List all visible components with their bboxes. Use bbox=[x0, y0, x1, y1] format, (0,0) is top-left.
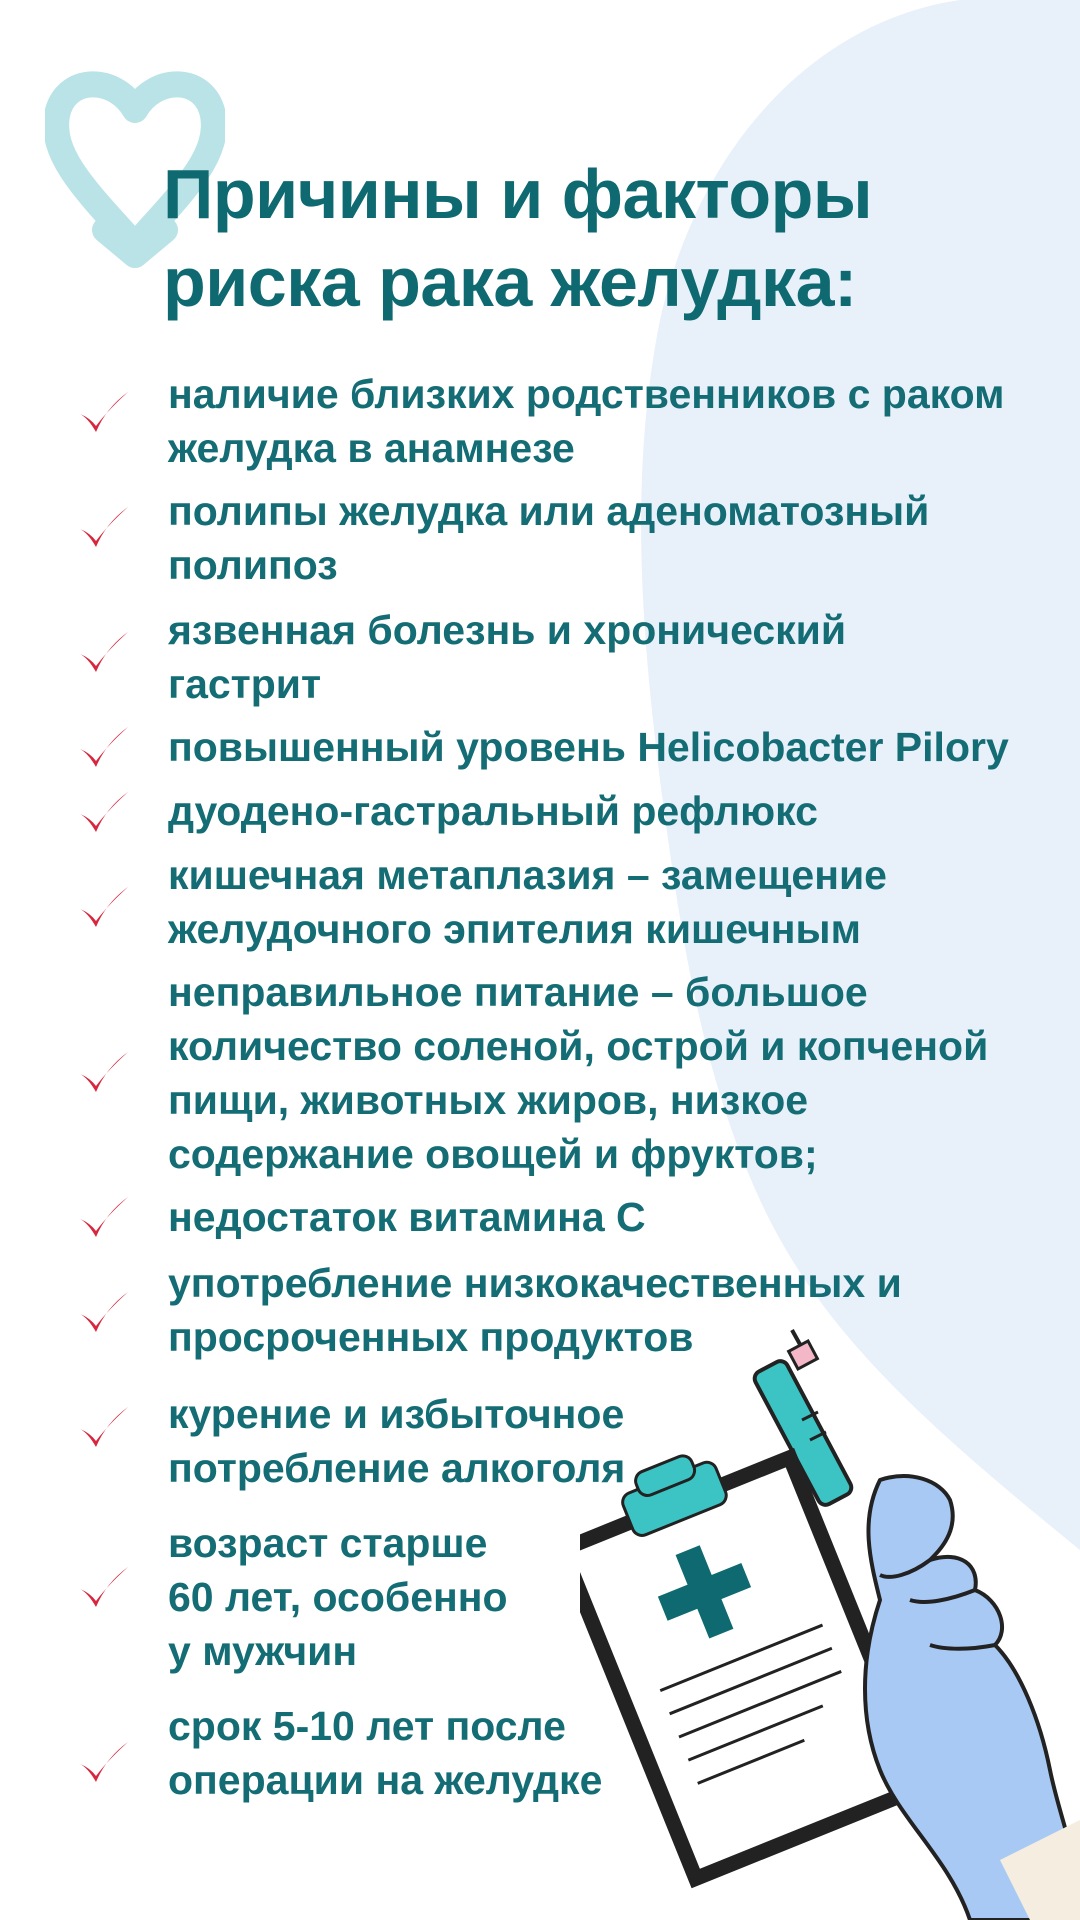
check-mark-icon bbox=[76, 1565, 130, 1611]
list-item-line: содержание овощей и фруктов; bbox=[168, 1131, 818, 1177]
list-item-line: потребление алкоголя bbox=[168, 1445, 626, 1491]
list-item-line: полипы желудка или аденоматозный bbox=[168, 488, 930, 534]
list-item-line: желудка в анамнезе bbox=[168, 425, 575, 471]
check-mark-icon bbox=[76, 725, 130, 771]
check-mark-icon bbox=[76, 630, 130, 676]
list-item-line: 60 лет, особенно bbox=[168, 1574, 508, 1620]
list-item-line: курение и избыточное bbox=[168, 1391, 625, 1437]
list-item-line: язвенная болезнь и хронический bbox=[168, 607, 847, 653]
list-item-line: недостаток витамина С bbox=[168, 1194, 646, 1240]
list-item-line: у мужчин bbox=[168, 1628, 358, 1674]
list-item-line: полипоз bbox=[168, 542, 338, 588]
list-item-line: количество соленой, острой и копченой bbox=[168, 1023, 989, 1069]
check-mark-icon bbox=[76, 1290, 130, 1336]
check-mark-icon bbox=[76, 885, 130, 931]
list-item-line: желудочного эпителия кишечным bbox=[168, 906, 861, 952]
list-item-text bbox=[168, 1387, 625, 1495]
list-item-line: просроченных продуктов bbox=[168, 1314, 694, 1360]
list-item-line: возраст старше bbox=[168, 1520, 488, 1566]
list-item-line: дуодено-гастральный рефлюкс bbox=[168, 788, 818, 834]
list-item-text bbox=[168, 603, 846, 711]
check-mark-icon bbox=[76, 1195, 130, 1241]
title-line: риска рака желудка: bbox=[163, 243, 857, 321]
check-mark-icon bbox=[76, 1405, 130, 1451]
list-item-text bbox=[168, 720, 1009, 774]
list-item-line: употребление низкокачественных и bbox=[168, 1260, 902, 1306]
list-item-line: кишечная метаплазия – замещение bbox=[168, 852, 887, 898]
list-item-line: срок 5-10 лет после bbox=[168, 1703, 566, 1749]
check-mark-icon bbox=[76, 505, 130, 551]
list-item-line: наличие близких родственников с раком bbox=[168, 371, 1005, 417]
list-item-text bbox=[168, 848, 887, 956]
list-item-text bbox=[168, 1256, 902, 1364]
list-item-text bbox=[168, 484, 929, 592]
list-item-text bbox=[168, 1190, 646, 1244]
check-mark-icon bbox=[76, 790, 130, 836]
list-item-text bbox=[168, 965, 988, 1181]
check-mark-icon bbox=[76, 1050, 130, 1096]
list-item-line: неправильное питание – большое bbox=[168, 969, 868, 1015]
list-item-line: пищи, животных жиров, низкое bbox=[168, 1077, 809, 1123]
check-mark-icon bbox=[76, 390, 130, 436]
check-mark-icon bbox=[76, 1740, 130, 1786]
list-item-text bbox=[168, 784, 818, 838]
list-item-text bbox=[168, 367, 1004, 475]
page-title bbox=[163, 150, 872, 326]
list-item-text bbox=[168, 1699, 602, 1807]
clipboard-medical-cross-illustration bbox=[580, 1300, 1080, 1920]
glove-icon bbox=[865, 1476, 1080, 1920]
list-item-line: гастрит bbox=[168, 661, 322, 707]
list-item-line: повышенный уровень Helicobacter Pilory bbox=[168, 724, 1009, 770]
title-line: Причины и факторы bbox=[163, 155, 873, 233]
list-item-text bbox=[168, 1516, 508, 1678]
list-item-line: операции на желудке bbox=[168, 1757, 603, 1803]
